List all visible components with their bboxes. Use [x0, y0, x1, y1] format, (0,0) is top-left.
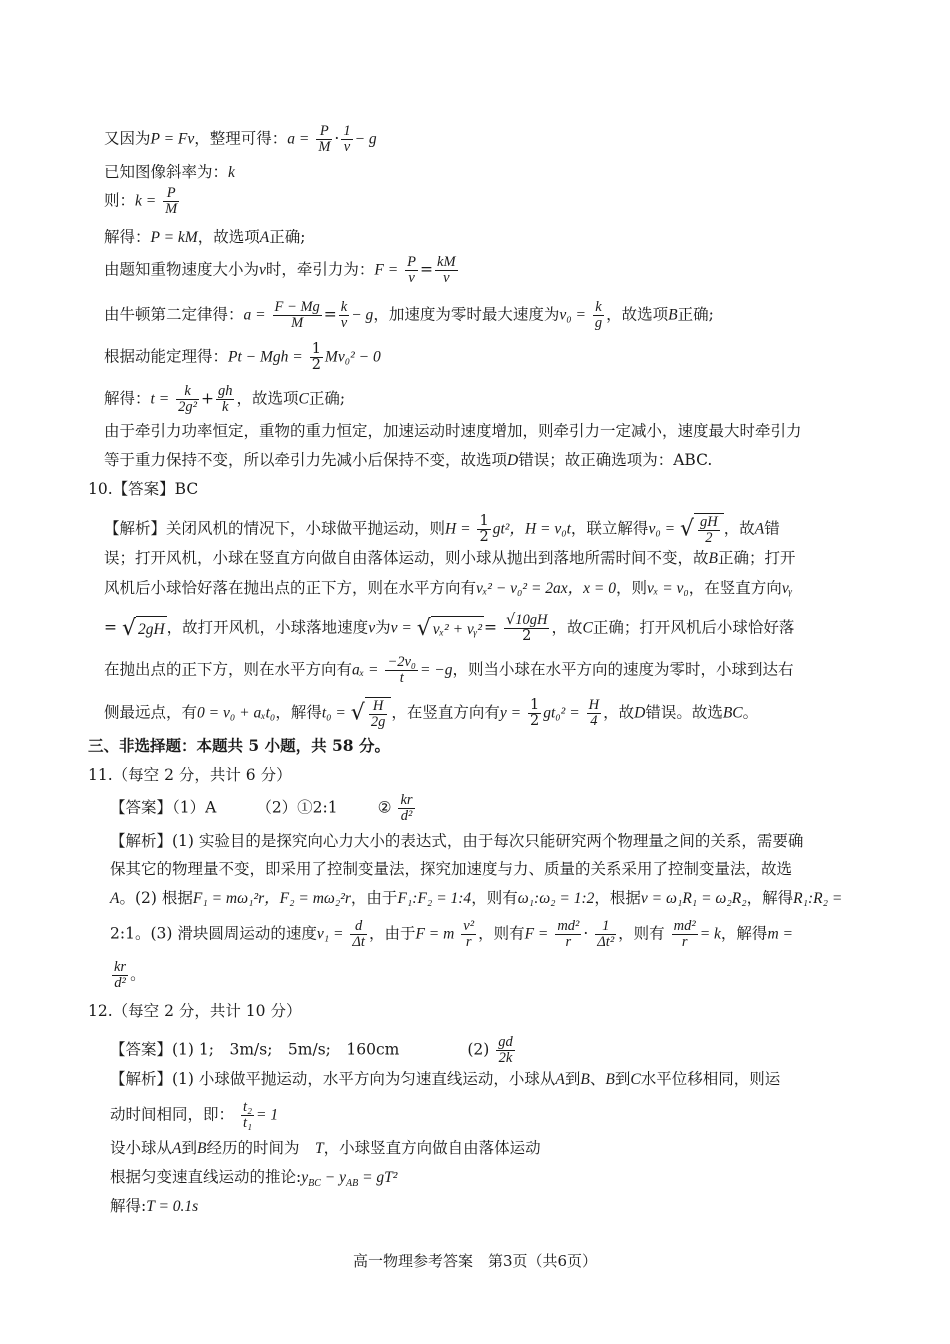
- equals: =: [323, 305, 337, 324]
- q12-analysis-line-2: 动时间相同，即： $\frac{\text{t₂}}{\text{t₁}}$ = 1: [110, 1099, 279, 1132]
- formula: − g: [351, 306, 374, 324]
- formula: v₀ =: [559, 306, 586, 324]
- derivation-line-10: [104, 448, 712, 473]
- section-heading: 三、非选择题：本题共 5 小题，共 58 分。: [88, 736, 390, 755]
- text: 错误；故正确选项为：: [518, 451, 674, 469]
- derivation-line-3: [104, 186, 181, 217]
- text: ，故选项: [236, 389, 299, 408]
- dot: ·: [334, 129, 340, 148]
- text: ，整理可得：: [194, 129, 288, 148]
- fraction: $\frac{kr}{\text{d²}}$: [114, 959, 127, 992]
- q10-analysis-line-3: 风机后小球恰好落在抛出点的正下方，则在水平方向有vₓ² − v₀² = 2ax，x = 0，则vₓ = v₀，在竖直方向vᵧ: [104, 579, 793, 597]
- text: 由题知重物速度大小为: [104, 260, 260, 279]
- fraction: $\frac{\text{t₂}}{\text{t₁}}$: [242, 1099, 253, 1132]
- option-letter: C: [298, 390, 309, 408]
- text: 解得：: [104, 389, 151, 408]
- fraction: $\frac{\text{md²}}{r}$: [557, 918, 580, 951]
- derivation-line-8: [104, 384, 345, 415]
- q11-analysis-line-1: 【解析】(1) 实验目的是探究向心力大小的表达式，由于每次只能研究两个物理量之间的关系，需要确: [110, 832, 804, 850]
- formula: v: [259, 261, 266, 279]
- option-letter: B: [668, 306, 678, 324]
- text: ，加速度为零时最大速度为: [373, 305, 560, 324]
- text: 则：: [104, 191, 136, 210]
- q12-analysis-line-3: 设小球从A到B经历的时间为 T，小球竖直方向做自由落体运动: [110, 1139, 541, 1157]
- fraction: $\frac{P}{M}$: [165, 185, 178, 218]
- q10-analysis-line-1: 【解析】关闭风机的情况下，小球做平抛运动，则H = $\frac{1}{2}$ gt²，H = v₀t，联立解得v₀ = √ $\frac{gH}{2}$ ，故A错: [104, 513, 780, 547]
- square-root: √ 2gH: [121, 615, 165, 641]
- q12-answer: 【答案】(1) 1; 3m/s; 5m/s; 160cm (2) $\frac{gd}{2k}$: [110, 1034, 513, 1067]
- fraction: $\frac{k}{v}$: [340, 299, 348, 332]
- fraction: $\frac{P}{v}$: [407, 254, 417, 287]
- square-root: √ vₓ² + vᵧ²: [416, 615, 483, 641]
- q12-analysis-line-4: 根据匀变速直线运动的推论$:y_{BC} - y_{AB} = gT^2$: [110, 1168, 398, 1190]
- derivation-line-6: [104, 300, 714, 331]
- q10-analysis-line-4: = √ 2gH ，故打开风机，小球落地速度v为v = √ vₓ² + vᵧ² = $\frac{√10gH}{2}$ ，故C正确；打开风机后小球恰好落: [104, 612, 795, 645]
- q11-heading: 11.（每空 2 分，共计 6 分）: [88, 766, 292, 784]
- text: 又因为: [104, 129, 151, 148]
- fraction: $\frac{kM}{v}$: [437, 254, 456, 287]
- text: 由牛顿第二定律得：: [104, 305, 244, 324]
- formula: a =: [243, 306, 266, 324]
- derivation-line-1: [104, 124, 377, 155]
- formula: k: [228, 164, 235, 181]
- q11-analysis-line-4: 2:1。(3) 滑块圆周运动的速度v₁ = $\frac{d}{\Delta t}$ ，由于F = m $\frac{\text{v²}}{r}$ ，则有F = $\frac{\text{md²}}{r}$ · $\frac{1}{\text{Δt²}}$ ，则有 $\frac{\text{md²}}{r}$ = k，解得m =: [110, 918, 793, 951]
- formula: t =: [150, 390, 170, 408]
- fraction: $\frac{\text{md²}}{r}$: [673, 918, 696, 951]
- text: 正确;: [677, 305, 714, 324]
- formula: − g: [354, 130, 377, 148]
- formula: P = Fv: [150, 130, 195, 148]
- q12-heading: 12.（每空 2 分，共计 10 分）: [88, 1002, 302, 1020]
- text: 等于重力保持不变，所以牵引力先减小后保持不变，故选项: [104, 451, 508, 469]
- square-root: √ $\frac{H}{2g}$: [351, 697, 392, 730]
- text: 解得：: [104, 228, 151, 246]
- final-answer: ABC.: [673, 451, 713, 469]
- derivation-line-5: [104, 255, 460, 286]
- fraction: $\frac{kr}{\text{d²}}$: [400, 792, 413, 825]
- q10-analysis-line-5: 在抛出点的正下方，则在水平方向有aₓ = $\frac{\text{−2v₀}}{t}$ = −g，则当小球在水平方向的速度为零时，小球到达右: [104, 654, 794, 687]
- plus: +: [200, 389, 214, 408]
- equals: =: [420, 260, 434, 279]
- q11-answer: 【答案】（1）A （2）①2:1 ② $\frac{kr}{\text{d²}}$: [110, 792, 413, 825]
- text: 已知图像斜率为：: [104, 163, 229, 181]
- fraction: $\frac{gd}{2k}$: [498, 1034, 513, 1067]
- q10-analysis-line-2: 误；打开风机，小球在竖直方向做自由落体运动，则小球从抛出到落地所需时间不变，故B正确；打开: [104, 549, 796, 567]
- option-letter: A: [259, 229, 270, 246]
- page-footer: 高一物理参考答案 第3页（共6页）: [352, 1252, 598, 1270]
- fraction: $\frac{gh}{k}$: [217, 383, 233, 416]
- formula: F =: [374, 261, 399, 279]
- formula: Pt − Mgh =: [228, 348, 303, 366]
- fraction: $\frac{\text{−2v₀}}{t}$: [387, 654, 416, 687]
- fraction: $\frac{F - Mg}{M}$: [274, 299, 320, 332]
- option-letter: D: [507, 452, 519, 469]
- fraction: $\frac{k}{g}$: [594, 299, 603, 332]
- formula: k =: [135, 192, 157, 210]
- fraction: $\frac{1}{2}$: [530, 697, 540, 730]
- text: 根据动能定理得：: [104, 347, 229, 366]
- text: 正确;: [308, 389, 346, 408]
- q10-answer-heading: 10.【答案】BC: [88, 480, 199, 498]
- derivation-line-4: [104, 225, 305, 250]
- fraction: $\frac{\text{v²}}{r}$: [463, 918, 475, 951]
- fraction: $\frac{1}{2}$: [479, 513, 489, 546]
- derivation-line-7: [104, 342, 381, 373]
- fraction: $\frac{1}{2}$: [311, 341, 321, 374]
- text: 时，牵引力为：: [265, 260, 375, 279]
- q11-analysis-line-3: A。(2) 根据F₁ = mω₁²r，F₂ = mω₂²r，由于F₁:F₂ = 1:4，则有ω₁:ω₂ = 1:2，根据v = ω₁R₁ = ω₂R₂，解得R₁:R₂ =: [110, 889, 843, 907]
- q11-analysis-line-2: 保其它的物理量不变，即采用了控制变量法，探究加速度与力、质量的关系采用了控制变量法，故选: [110, 860, 793, 878]
- fraction: $\frac{d}{\Delta t}$: [352, 918, 365, 951]
- text: ，故选项: [606, 305, 669, 324]
- q10-analysis-line-6: 侧最远点，有0 = v₀ + aₓt₀，解得t₀ = √ $\frac{H}{2g}$ ，在竖直方向有y = $\frac{1}{2}$ gt₀² = $\frac{H}{4}$ ，故D错误。故选BC。: [104, 697, 759, 731]
- fraction: $\frac{P}{M}$: [318, 123, 331, 156]
- fraction: $\frac{1}{v}$: [343, 123, 351, 156]
- text: 正确;: [269, 228, 306, 246]
- fraction: $\frac{√10gH}{2}$: [505, 612, 548, 645]
- derivation-line-9: 由于牵引力功率恒定，重物的重力恒定，加速运动时速度增加，则牵引力一定减小，速度最大时牵引力: [104, 422, 802, 440]
- fraction: $\frac{H}{4}$: [588, 697, 600, 730]
- square-root: √ $\frac{gH}{2}$: [680, 513, 724, 546]
- q11-analysis-line-5: $\frac{kr}{\text{d²}}$ 。: [114, 959, 146, 992]
- fraction: $\frac{1}{\text{Δt²}}$: [597, 918, 615, 951]
- fraction: $\frac{k}{\text{2g²}}$: [178, 383, 197, 416]
- formula: P = kM: [150, 229, 198, 246]
- text: ，故选项: [197, 228, 260, 246]
- formula: a =: [287, 130, 310, 148]
- q12-analysis-line-5: 解得:T = 0.1s: [110, 1197, 199, 1215]
- derivation-line-2: [104, 160, 235, 185]
- q12-analysis-line-1: 【解析】(1) 小球做平抛运动，水平方向为匀速直线运动，小球从A到B、B到C水平位移相同，则运: [110, 1070, 781, 1088]
- formula: Mv₀² − 0: [324, 348, 381, 366]
